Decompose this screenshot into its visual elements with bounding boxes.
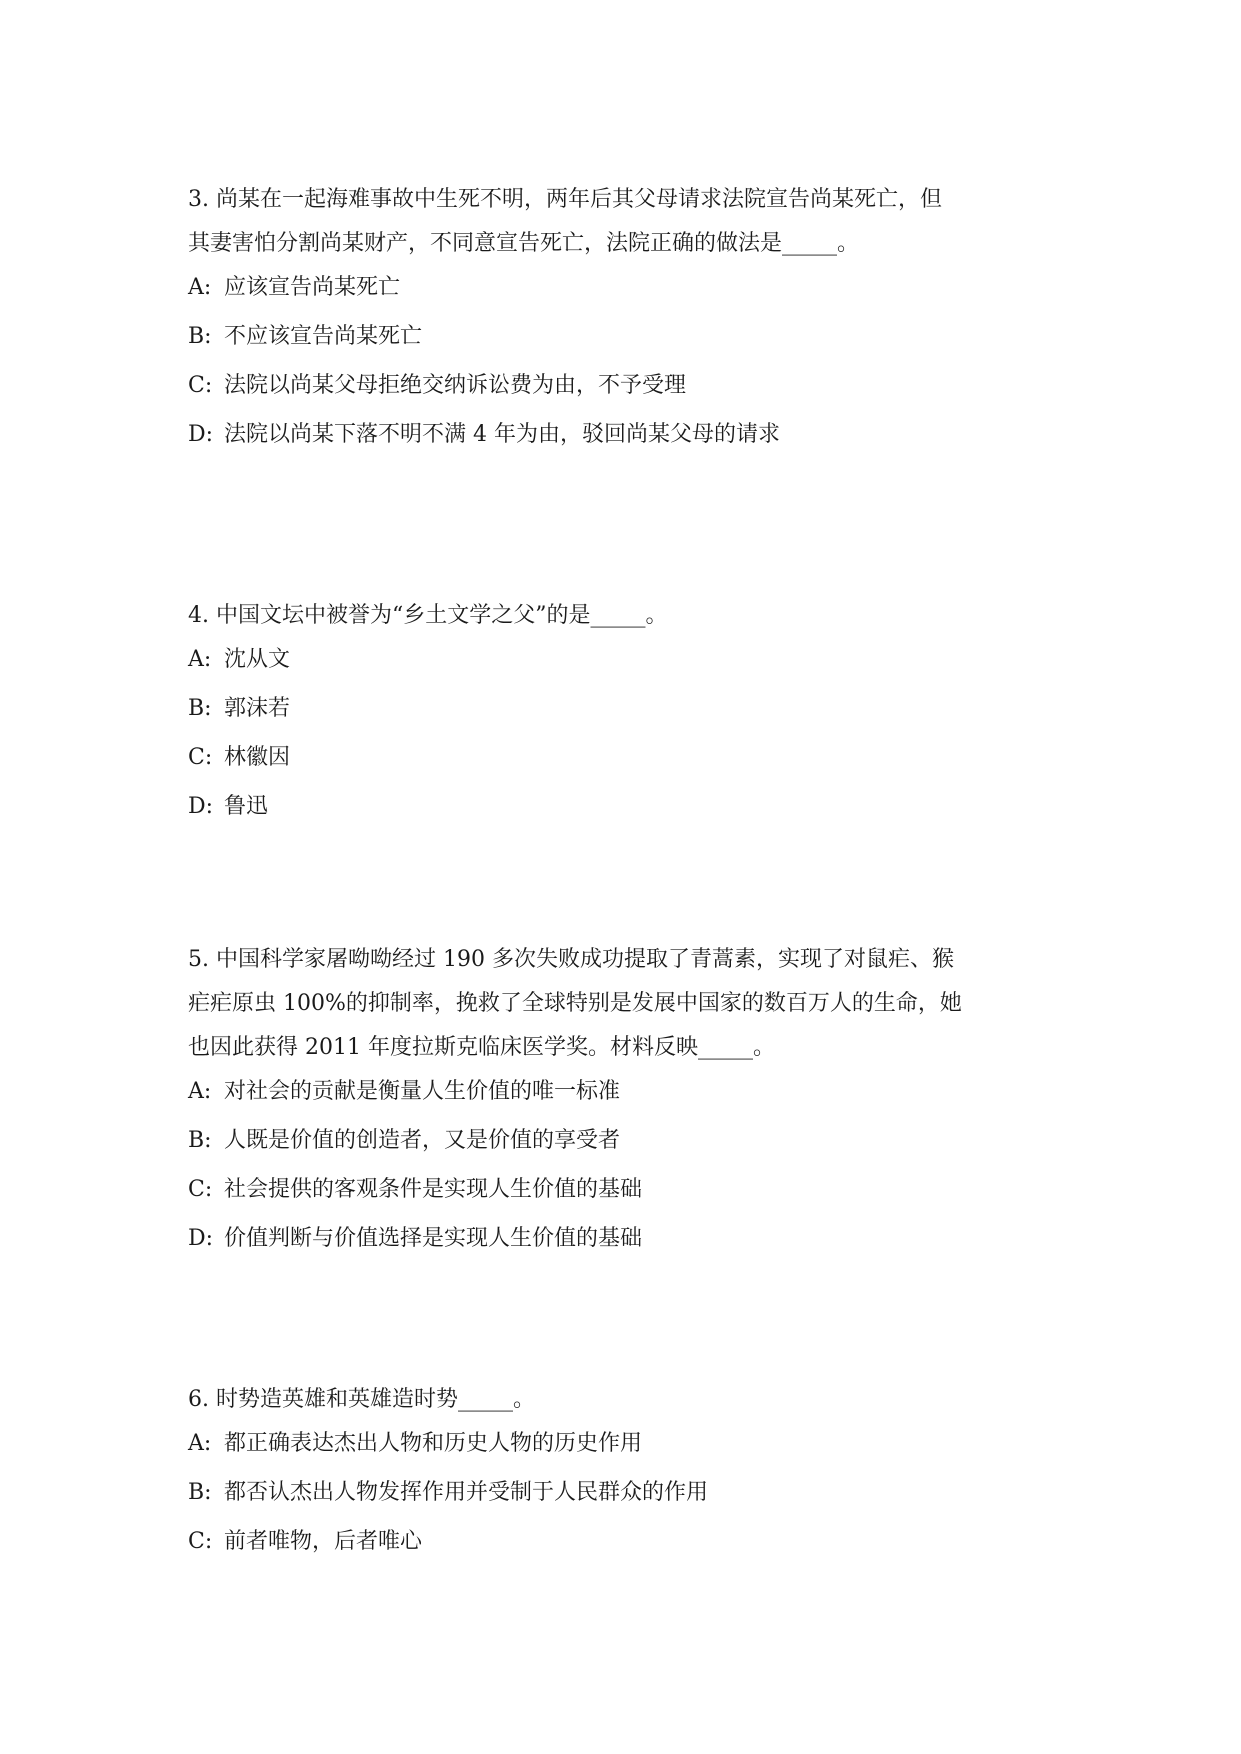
option-b (188, 687, 1058, 736)
option-a (188, 266, 1058, 315)
option-key: C: (188, 1177, 213, 1202)
option-text: 不应该宣告尚某死亡 (224, 324, 423, 349)
question-6 (188, 1378, 1058, 1569)
option-d (188, 413, 1058, 462)
option-text: 人既是价值的创造者，又是价值的享受者 (224, 1128, 621, 1153)
option-text: 社会提供的客观条件是实现人生价值的基础 (224, 1177, 643, 1202)
question-stem-line: 6. 时势造英雄和英雄造时势_____。 (188, 1387, 535, 1412)
option-text: 沈从文 (224, 647, 291, 672)
option-key: C: (188, 373, 213, 398)
question-stem-line: 3. 尚某在一起海难事故中生死不明，两年后其父母请求法院宣告尚某死亡，但 (188, 187, 942, 212)
option-key: B: (188, 1480, 212, 1505)
option-text: 对社会的贡献是衡量人生价值的唯一标准 (224, 1079, 621, 1104)
option-a (188, 1422, 1058, 1471)
question-3 (188, 178, 1058, 462)
option-text: 价值判断与价值选择是实现人生价值的基础 (224, 1226, 643, 1251)
option-text: 法院以尚某下落不明不满 4 年为由，驳回尚某父母的请求 (224, 422, 780, 447)
option-key: B: (188, 324, 212, 349)
option-d (188, 785, 1058, 834)
option-key: D: (188, 1226, 214, 1251)
question-stem-line: 5. 中国科学家屠呦呦经过 190 多次失败成功提取了青蒿素，实现了对鼠疟、猴 (188, 947, 954, 972)
option-key: A: (188, 275, 212, 300)
option-text: 鲁迅 (224, 794, 269, 819)
option-b (188, 1471, 1058, 1520)
question-5 (188, 938, 1058, 1266)
option-key: A: (188, 1431, 212, 1456)
option-c (188, 364, 1058, 413)
option-text: 法院以尚某父母拒绝交纳诉讼费为由，不予受理 (224, 373, 687, 398)
option-d (188, 1217, 1058, 1266)
option-text: 都否认杰出人物发挥作用并受制于人民群众的作用 (224, 1480, 709, 1505)
question-stem-line: 4. 中国文坛中被誉为“乡土文学之父”的是_____。 (188, 603, 668, 628)
option-b (188, 1119, 1058, 1168)
option-b (188, 315, 1058, 364)
option-c (188, 1168, 1058, 1217)
option-key: A: (188, 1079, 212, 1104)
option-key: B: (188, 1128, 212, 1153)
question-stem-line: 其妻害怕分割尚某财产，不同意宣告死亡，法院正确的做法是_____。 (188, 231, 860, 256)
option-text: 都正确表达杰出人物和历史人物的历史作用 (224, 1431, 643, 1456)
option-key: A: (188, 647, 212, 672)
option-key: C: (188, 745, 213, 770)
option-text: 郭沫若 (224, 696, 291, 721)
question-4 (188, 594, 1058, 834)
option-text: 应该宣告尚某死亡 (224, 275, 401, 300)
option-text: 林徽因 (224, 745, 291, 770)
option-a (188, 1070, 1058, 1119)
question-stem-line: 也因此获得 2011 年度拉斯克临床医学奖。材料反映_____。 (188, 1035, 775, 1060)
option-key: C: (188, 1529, 213, 1554)
option-c (188, 736, 1058, 785)
option-key: D: (188, 794, 214, 819)
option-c (188, 1520, 1058, 1569)
option-key: B: (188, 696, 212, 721)
option-text: 前者唯物，后者唯心 (224, 1529, 423, 1554)
question-stem-line: 疟疟原虫 100%的抑制率，挽救了全球特别是发展中国家的数百万人的生命，她 (188, 991, 962, 1016)
option-a (188, 638, 1058, 687)
option-key: D: (188, 422, 214, 447)
